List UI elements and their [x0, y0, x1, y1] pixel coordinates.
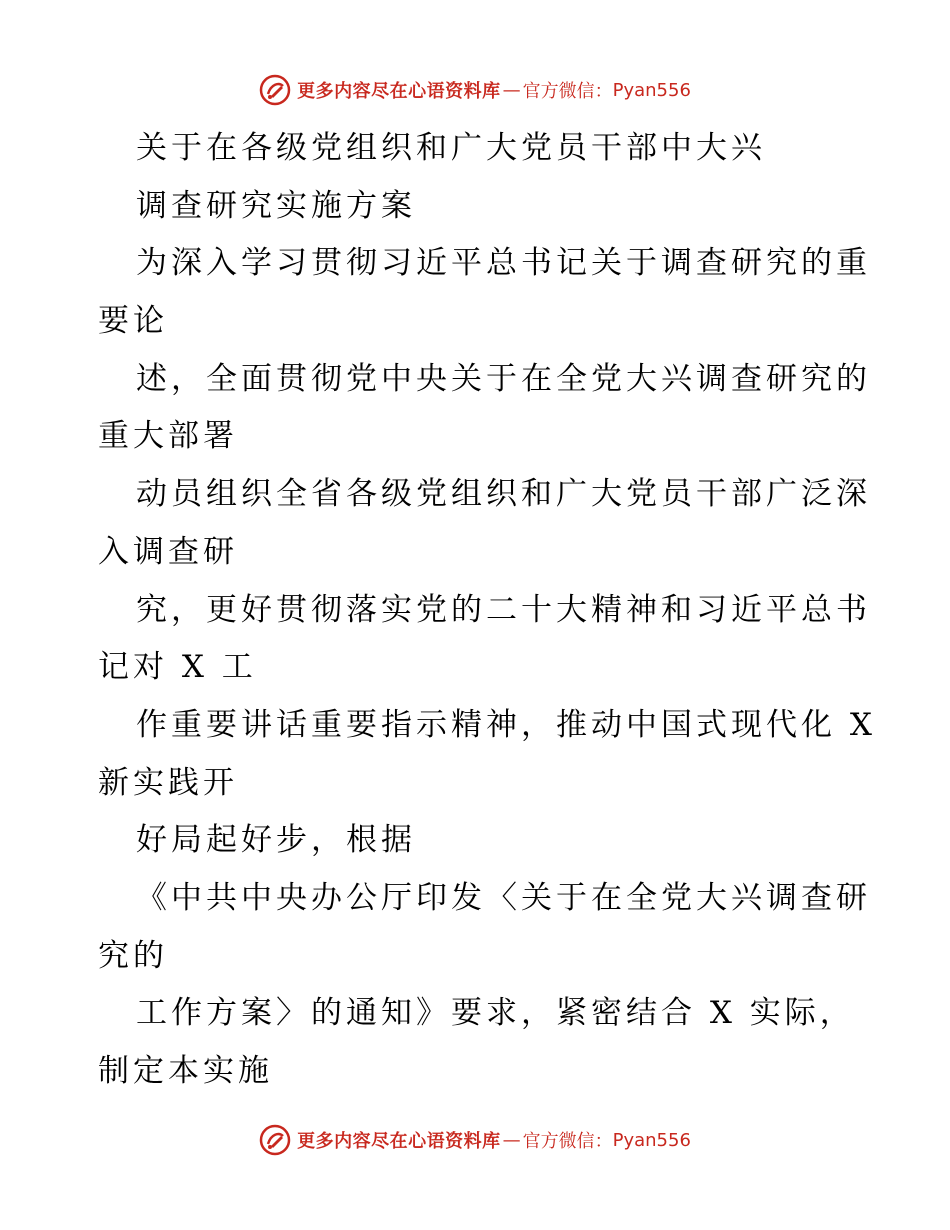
banner-dash: —: [502, 1129, 521, 1151]
doc-line: 要论: [98, 303, 168, 340]
banner-wechat-label: 官方微信：: [522, 81, 613, 102]
doc-line: 究的: [98, 937, 168, 974]
banner-wechat-id: Pyan556: [612, 1129, 691, 1151]
doc-line: 记对 X 工: [98, 649, 257, 686]
doc-line: 调查研究实施方案: [136, 187, 416, 224]
doc-line: 新实践开: [98, 764, 238, 801]
brand-logo-icon: [259, 1124, 291, 1156]
doc-line: 关于在各级党组织和广大党员干部中大兴: [136, 130, 766, 166]
doc-line: 动员组织全省各级党组织和广大党员干部广泛深: [136, 476, 871, 513]
doc-line: 《中共中央办公厅印发〈关于在全党大兴调查研: [136, 879, 871, 916]
banner-dash: —: [502, 79, 521, 101]
banner-wechat-id: Pyan556: [612, 79, 691, 101]
banner-site-text: 更多内容尽在心语资料库: [297, 81, 501, 102]
doc-line: 为深入学习贯彻习近平总书记关于调查研究的重: [136, 245, 871, 282]
doc-line: 作重要讲话重要指示精神，推动中国式现代化 X: [136, 706, 876, 743]
header-banner: [0, 70, 950, 110]
doc-line: 工作方案〉的通知》要求，紧密结合 X 实际，: [136, 995, 855, 1032]
doc-line: 述，全面贯彻党中央关于在全党大兴调查研究的: [136, 360, 871, 397]
banner-wechat-label: 官方微信：: [522, 1131, 613, 1152]
document-body: [98, 120, 876, 1101]
banner-site-text: 更多内容尽在心语资料库: [297, 1131, 501, 1152]
brand-logo-icon: [259, 74, 291, 106]
footer-banner: [0, 1120, 950, 1160]
doc-line: 究，更好贯彻落实党的二十大精神和习近平总书: [136, 591, 871, 628]
doc-line: 入调查研: [98, 533, 238, 570]
doc-line: 重大部署: [98, 418, 238, 455]
doc-line: 好局起好步，根据: [136, 822, 416, 859]
doc-line: 制定本实施: [98, 1053, 273, 1089]
